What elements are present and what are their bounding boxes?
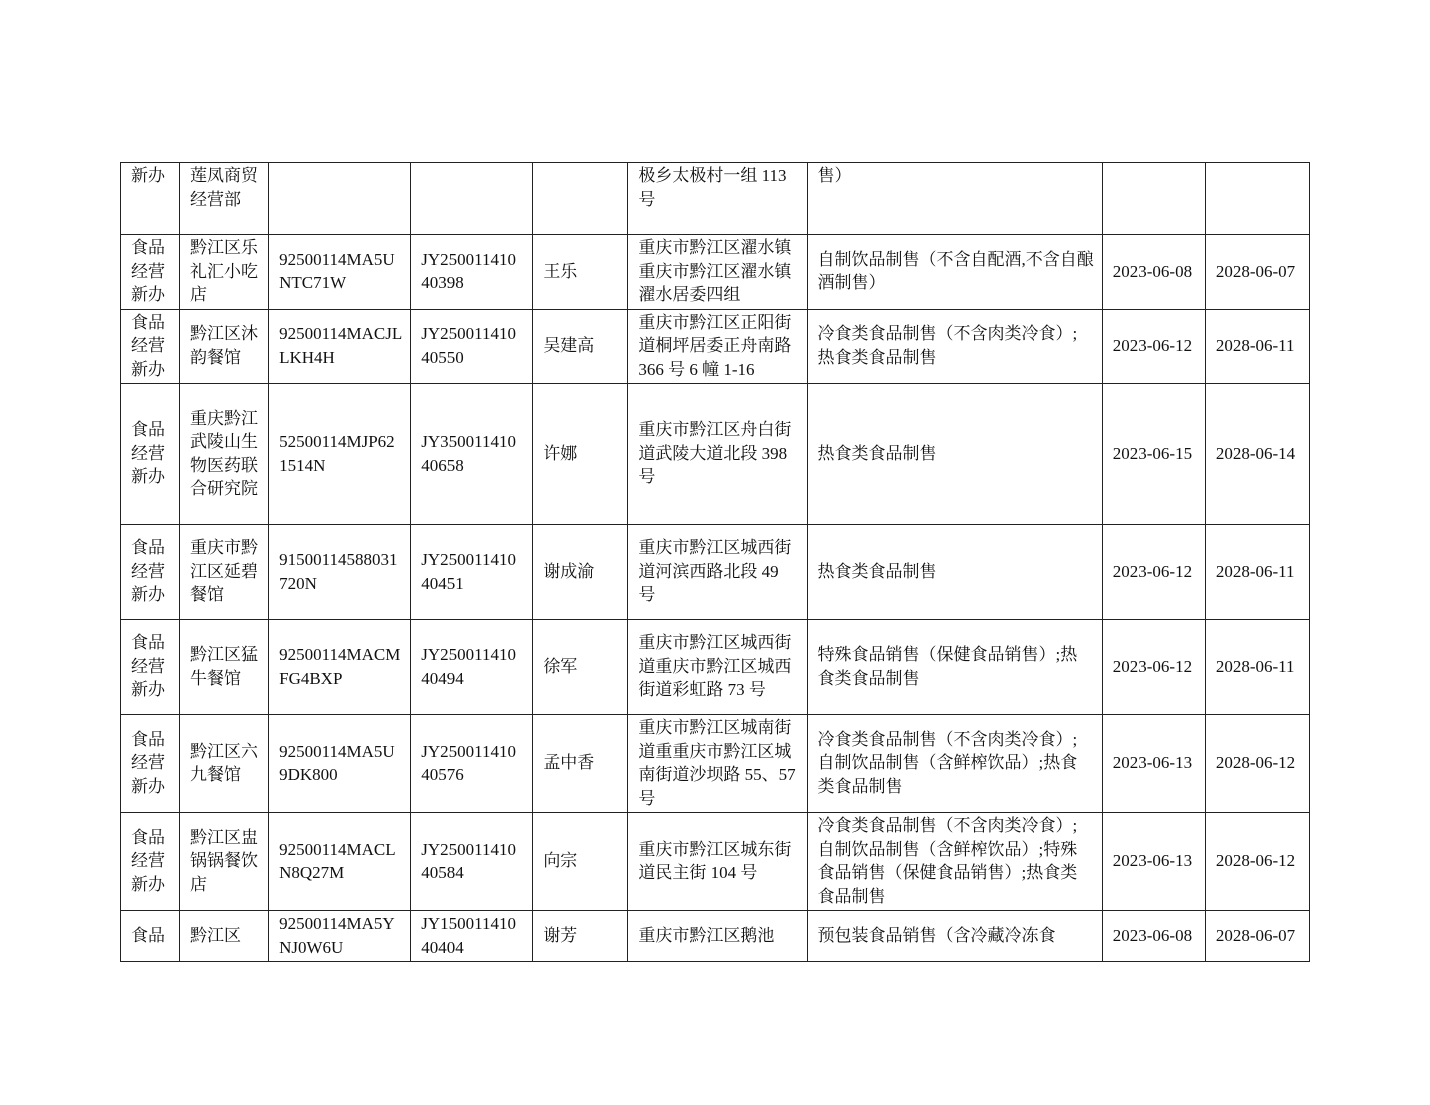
cell-type: 新办: [121, 163, 180, 235]
cell-license-no: JY25001141040550: [411, 309, 533, 384]
cell-expire-date: 2028-06-12: [1205, 813, 1309, 911]
cell-credit-code: 92500114MA5U9DK800: [269, 715, 411, 813]
cell-person: 许娜: [533, 384, 628, 525]
permit-table: [120, 162, 1310, 962]
cell-address: 重庆市黔江区城东街道民主街 104 号: [628, 813, 807, 911]
cell-scope: 冷食类食品制售（不含肉类冷食）;自制饮品制售（含鲜榨饮品）;热食类食品制售: [807, 715, 1102, 813]
cell-scope: 售）: [807, 163, 1102, 235]
cell-type: 食品: [121, 911, 180, 962]
cell-address: 重庆市黔江区城南街道重重庆市黔江区城南街道沙坝路 55、57 号: [628, 715, 807, 813]
cell-person: 王乐: [533, 235, 628, 310]
cell-name: 黔江区: [180, 911, 269, 962]
cell-scope: 自制饮品制售（不含自配酒,不含自酿酒制售）: [807, 235, 1102, 310]
table-row: [121, 309, 1310, 384]
cell-credit-code: [269, 163, 411, 235]
cell-person: 谢芳: [533, 911, 628, 962]
cell-expire-date: 2028-06-11: [1205, 525, 1309, 620]
cell-credit-code: 92500114MACJLLKH4H: [269, 309, 411, 384]
cell-issue-date: 2023-06-13: [1102, 813, 1205, 911]
cell-license-no: JY15001141040404: [411, 911, 533, 962]
cell-expire-date: 2028-06-07: [1205, 911, 1309, 962]
cell-type: 食品经营新办: [121, 525, 180, 620]
cell-address: 重庆市黔江区城西街道河滨西路北段 49 号: [628, 525, 807, 620]
cell-expire-date: 2028-06-11: [1205, 309, 1309, 384]
cell-name: 重庆市黔江区延碧餐馆: [180, 525, 269, 620]
cell-credit-code: 92500114MACLN8Q27M: [269, 813, 411, 911]
cell-expire-date: [1205, 163, 1309, 235]
cell-issue-date: 2023-06-12: [1102, 620, 1205, 715]
cell-person: 谢成渝: [533, 525, 628, 620]
cell-address: 重庆市黔江区濯水镇重庆市黔江区濯水镇濯水居委四组: [628, 235, 807, 310]
cell-scope: 冷食类食品制售（不含肉类冷食）;热食类食品制售: [807, 309, 1102, 384]
cell-issue-date: 2023-06-15: [1102, 384, 1205, 525]
cell-address: 极乡太极村一组 113 号: [628, 163, 807, 235]
cell-issue-date: 2023-06-13: [1102, 715, 1205, 813]
cell-issue-date: 2023-06-12: [1102, 309, 1205, 384]
cell-license-no: JY25001141040494: [411, 620, 533, 715]
table-row: [121, 715, 1310, 813]
cell-credit-code: 52500114MJP621514N: [269, 384, 411, 525]
table-row: [121, 235, 1310, 310]
cell-issue-date: 2023-06-08: [1102, 911, 1205, 962]
cell-expire-date: 2028-06-14: [1205, 384, 1309, 525]
cell-name: 黔江区乐礼汇小吃店: [180, 235, 269, 310]
cell-type: 食品经营新办: [121, 715, 180, 813]
cell-license-no: JY25001141040451: [411, 525, 533, 620]
cell-name: 黔江区盅锅锅餐饮店: [180, 813, 269, 911]
cell-scope: 热食类食品制售: [807, 525, 1102, 620]
cell-person: 孟中香: [533, 715, 628, 813]
cell-license-no: [411, 163, 533, 235]
cell-name: 黔江区沐韵餐馆: [180, 309, 269, 384]
cell-address: 重庆市黔江区正阳街道桐坪居委正舟南路 366 号 6 幢 1-16: [628, 309, 807, 384]
cell-scope: 预包装食品销售（含冷藏冷冻食: [807, 911, 1102, 962]
cell-credit-code: 91500114588031720N: [269, 525, 411, 620]
cell-address: 重庆市黔江区鹅池: [628, 911, 807, 962]
cell-name: 黔江区六九餐馆: [180, 715, 269, 813]
cell-name: 重庆黔江武陵山生物医药联合研究院: [180, 384, 269, 525]
cell-credit-code: 92500114MA5YNJ0W6U: [269, 911, 411, 962]
cell-person: 徐军: [533, 620, 628, 715]
table-row: [121, 384, 1310, 525]
cell-person: 向宗: [533, 813, 628, 911]
cell-person: 吴建高: [533, 309, 628, 384]
cell-person: [533, 163, 628, 235]
cell-expire-date: 2028-06-12: [1205, 715, 1309, 813]
cell-expire-date: 2028-06-07: [1205, 235, 1309, 310]
cell-credit-code: 92500114MA5UNTC71W: [269, 235, 411, 310]
cell-credit-code: 92500114MACMFG4BXP: [269, 620, 411, 715]
cell-license-no: JY35001141040658: [411, 384, 533, 525]
table-row: [121, 525, 1310, 620]
cell-type: 食品经营新办: [121, 309, 180, 384]
table-row: [121, 620, 1310, 715]
cell-scope: 热食类食品制售: [807, 384, 1102, 525]
cell-scope: 冷食类食品制售（不含肉类冷食）;自制饮品制售（含鲜榨饮品）;特殊食品销售（保健食品销售）;热食类食品制售: [807, 813, 1102, 911]
cell-expire-date: 2028-06-11: [1205, 620, 1309, 715]
cell-issue-date: 2023-06-12: [1102, 525, 1205, 620]
cell-license-no: JY25001141040584: [411, 813, 533, 911]
table-row: [121, 813, 1310, 911]
cell-license-no: JY25001141040576: [411, 715, 533, 813]
cell-address: 重庆市黔江区舟白街道武陵大道北段 398 号: [628, 384, 807, 525]
cell-type: 食品经营新办: [121, 813, 180, 911]
cell-license-no: JY25001141040398: [411, 235, 533, 310]
cell-type: 食品经营新办: [121, 384, 180, 525]
cell-name: 莲凤商贸经营部: [180, 163, 269, 235]
cell-issue-date: [1102, 163, 1205, 235]
cell-name: 黔江区猛牛餐馆: [180, 620, 269, 715]
cell-issue-date: 2023-06-08: [1102, 235, 1205, 310]
table-row: [121, 911, 1310, 962]
cell-type: 食品经营新办: [121, 235, 180, 310]
table-row: [121, 163, 1310, 235]
cell-scope: 特殊食品销售（保健食品销售）;热食类食品制售: [807, 620, 1102, 715]
cell-type: 食品经营新办: [121, 620, 180, 715]
cell-address: 重庆市黔江区城西街道重庆市黔江区城西街道彩虹路 73 号: [628, 620, 807, 715]
